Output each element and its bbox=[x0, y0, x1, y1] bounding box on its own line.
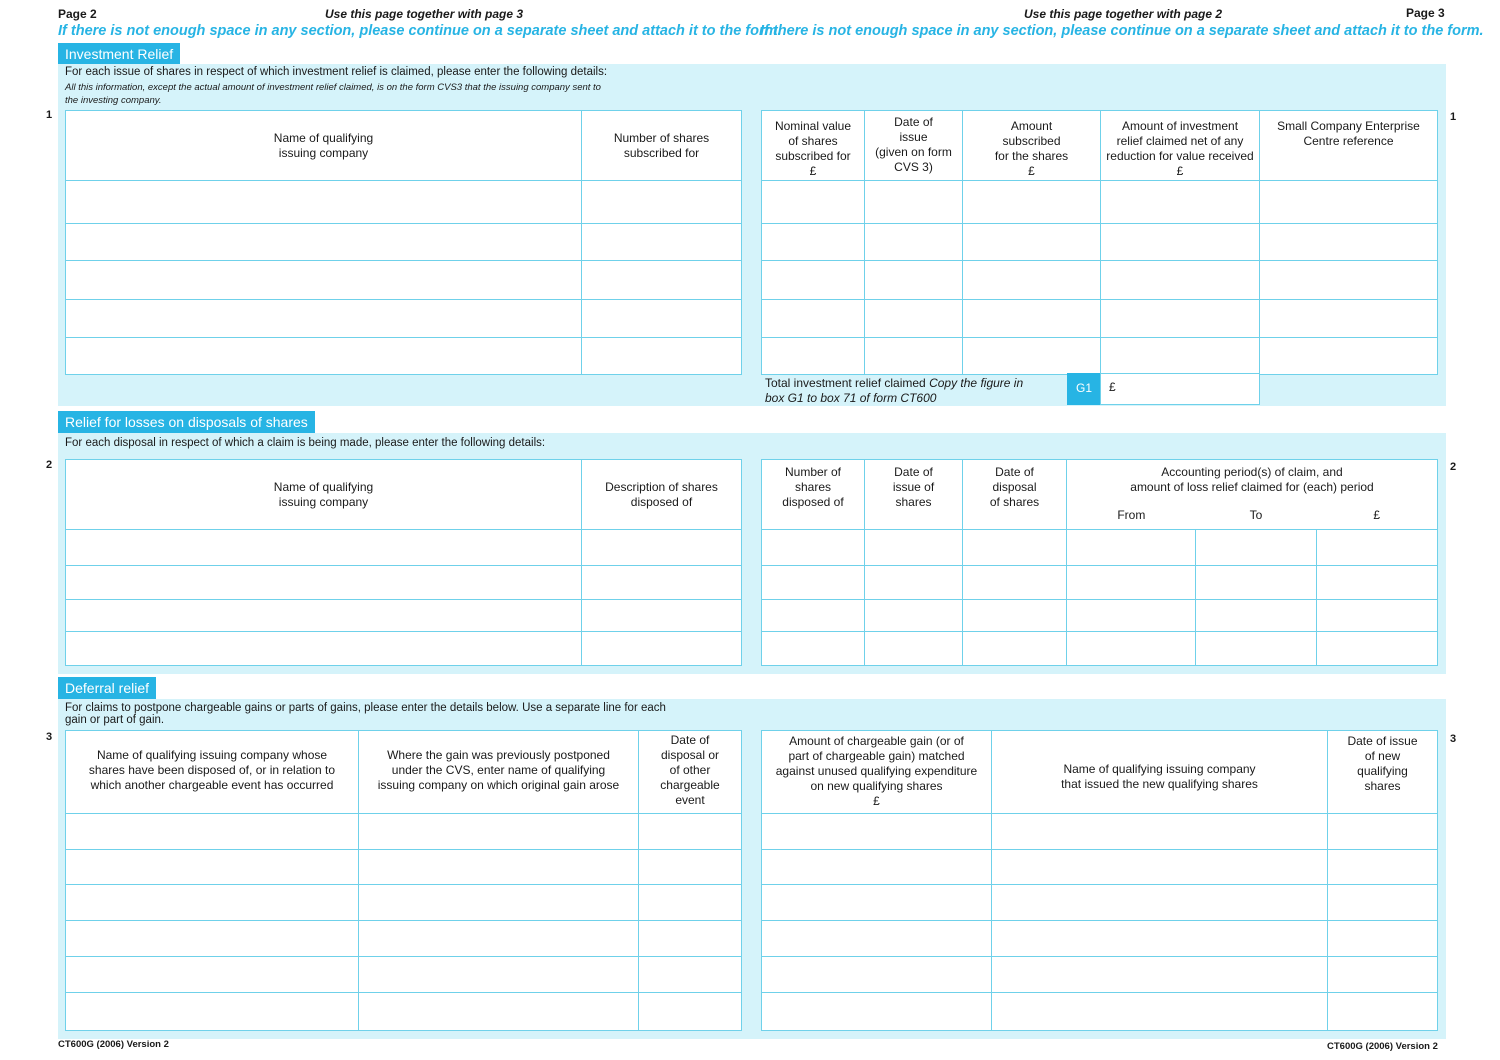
input-cell[interactable] bbox=[639, 814, 742, 850]
input-cell[interactable] bbox=[1067, 632, 1196, 666]
input-cell[interactable] bbox=[639, 850, 742, 885]
input-cell[interactable] bbox=[66, 261, 582, 300]
input-cell[interactable] bbox=[582, 261, 742, 300]
section-intro: For each issue of shares in respect of which investment relief is claimed, please enter the following details: bbox=[65, 66, 608, 78]
section-note-line2: the investing company. bbox=[65, 95, 162, 106]
input-cell[interactable] bbox=[762, 261, 865, 300]
input-cell[interactable] bbox=[66, 921, 359, 957]
input-cell[interactable] bbox=[66, 993, 359, 1031]
input-cell[interactable] bbox=[1328, 993, 1438, 1031]
input-cell[interactable] bbox=[582, 566, 742, 600]
input-cell[interactable] bbox=[865, 300, 963, 338]
form-version-right: CT600G (2006) Version 2 bbox=[1327, 1041, 1438, 1052]
input-cell[interactable] bbox=[865, 261, 963, 300]
input-cell[interactable] bbox=[1067, 600, 1196, 632]
page-pairing-note-right: Use this page together with page 2 bbox=[1024, 7, 1223, 21]
input-cell[interactable] bbox=[1317, 566, 1438, 600]
input-cell[interactable] bbox=[1260, 181, 1438, 224]
overflow-notice-right: If there is not enough space in any section, please continue on a separate sheet and attach it to the form. bbox=[760, 23, 1484, 39]
section-intro: For claims to postpone chargeable gains or parts of gains, please enter the details below. Use a separate line for each gain or part of gain. bbox=[65, 702, 666, 726]
column-header-share-description: Description of shares disposed of bbox=[582, 460, 742, 530]
page-number-right: Page 3 bbox=[1406, 6, 1445, 20]
input-cell[interactable] bbox=[762, 850, 992, 885]
input-cell[interactable] bbox=[639, 921, 742, 957]
input-cell[interactable] bbox=[762, 566, 865, 600]
column-header-new-shares-issue-date: Date of issue of new qualifying shares bbox=[1328, 731, 1438, 814]
loss-relief-table-right bbox=[761, 459, 1438, 666]
input-cell[interactable] bbox=[762, 181, 865, 224]
input-cell[interactable] bbox=[963, 261, 1101, 300]
input-cell[interactable] bbox=[639, 957, 742, 993]
input-cell[interactable] bbox=[1317, 632, 1438, 666]
input-cell[interactable] bbox=[1101, 224, 1260, 261]
column-header-date-of-disposal: Date of disposal or of other chargeable event bbox=[639, 731, 742, 814]
input-cell[interactable] bbox=[66, 885, 359, 921]
column-header-number-of-shares: Number of shares subscribed for bbox=[582, 111, 742, 181]
input-cell[interactable] bbox=[66, 181, 582, 224]
box-label-g1: G1 bbox=[1067, 373, 1101, 405]
input-cell[interactable] bbox=[865, 530, 963, 566]
input-cell[interactable] bbox=[1260, 338, 1438, 375]
section-number-right: 3 bbox=[1450, 733, 1457, 745]
column-header-original-gain-company: Where the gain was previously postponed under the CVS, enter name of qualifying issuing company on which original gain arose bbox=[359, 731, 639, 814]
subheader-amount: £ bbox=[1373, 508, 1380, 522]
section-title-deferral-relief: Deferral relief bbox=[58, 677, 156, 699]
input-cell[interactable] bbox=[1196, 530, 1317, 566]
input-cell[interactable] bbox=[582, 181, 742, 224]
column-header-date-of-issue: Date of issue (given on form CVS 3) bbox=[865, 111, 963, 181]
input-cell[interactable] bbox=[1101, 181, 1260, 224]
column-header-scec-reference: Small Company Enterprise Centre reference bbox=[1260, 111, 1438, 181]
section-intro: For each disposal in respect of which a claim is being made, please enter the following details: bbox=[65, 437, 546, 449]
subheader-from: From bbox=[1117, 508, 1146, 522]
input-cell[interactable] bbox=[1328, 885, 1438, 921]
input-cell[interactable] bbox=[1328, 814, 1438, 850]
section-title-relief-for-losses: Relief for losses on disposals of shares bbox=[58, 411, 315, 433]
input-cell[interactable] bbox=[359, 993, 639, 1031]
column-header-company-name: Name of qualifying issuing company bbox=[66, 111, 582, 181]
input-cell[interactable] bbox=[1196, 600, 1317, 632]
input-cell[interactable] bbox=[1101, 261, 1260, 300]
input-cell[interactable] bbox=[963, 338, 1101, 375]
input-cell[interactable] bbox=[963, 181, 1101, 224]
input-cell[interactable] bbox=[1317, 530, 1438, 566]
column-header-nominal-value: Nominal value of shares subscribed for £ bbox=[762, 111, 865, 181]
column-header-amount-subscribed: Amount subscribed for the shares £ bbox=[963, 111, 1101, 181]
input-cell[interactable] bbox=[963, 600, 1067, 632]
input-cell[interactable] bbox=[582, 530, 742, 566]
input-cell[interactable] bbox=[66, 632, 582, 666]
section-title-investment-relief: Investment Relief bbox=[58, 43, 180, 65]
input-cell[interactable] bbox=[865, 181, 963, 224]
input-cell[interactable] bbox=[66, 224, 582, 261]
input-cell[interactable] bbox=[762, 993, 992, 1031]
investment-relief-table-right bbox=[761, 110, 1438, 375]
column-header-date-of-disposal: Date of disposal of shares bbox=[963, 460, 1067, 530]
column-header-investment-relief-amount: Amount of investment relief claimed net of any reduction for value received £ bbox=[1101, 111, 1260, 181]
column-header-new-shares-company: Name of qualifying issuing company that issued the new qualifying shares bbox=[992, 731, 1328, 814]
input-cell[interactable] bbox=[1260, 261, 1438, 300]
input-cell[interactable] bbox=[865, 338, 963, 375]
subheader-to: To bbox=[1249, 508, 1263, 522]
section-number-left: 3 bbox=[46, 731, 53, 743]
input-cell[interactable] bbox=[1196, 632, 1317, 666]
page-pairing-note-left: Use this page together with page 3 bbox=[325, 7, 524, 21]
input-cell[interactable] bbox=[582, 338, 742, 375]
input-cell[interactable] bbox=[1101, 300, 1260, 338]
input-cell[interactable] bbox=[639, 993, 742, 1031]
input-cell[interactable] bbox=[762, 632, 865, 666]
input-cell[interactable] bbox=[66, 814, 359, 850]
input-cell[interactable] bbox=[865, 224, 963, 261]
page-number-left: Page 2 bbox=[58, 7, 97, 21]
input-cell[interactable] bbox=[865, 566, 963, 600]
input-cell[interactable] bbox=[1101, 338, 1260, 375]
input-cell[interactable] bbox=[1260, 300, 1438, 338]
section-number-left: 1 bbox=[46, 109, 53, 121]
column-header-number-disposed: Number of shares disposed of bbox=[762, 460, 865, 530]
overflow-notice-left: If there is not enough space in any section, please continue on a separate sheet and attach it to the form. bbox=[58, 23, 782, 39]
column-header-accounting-periods: Accounting period(s) of claim, and amount of loss relief claimed for (each) period From To £ bbox=[1067, 460, 1438, 530]
total-investment-relief-label: Total investment relief claimed Copy the figure in box G1 to box 71 of form CT600 bbox=[765, 376, 1024, 405]
input-cell[interactable] bbox=[992, 814, 1328, 850]
input-cell[interactable] bbox=[66, 338, 582, 375]
column-header-date-of-issue: Date of issue of shares bbox=[865, 460, 963, 530]
input-cell[interactable] bbox=[762, 338, 865, 375]
input-cell[interactable] bbox=[992, 993, 1328, 1031]
input-cell[interactable] bbox=[1196, 566, 1317, 600]
input-cell[interactable] bbox=[66, 300, 582, 338]
input-cell[interactable] bbox=[963, 300, 1101, 338]
input-cell[interactable] bbox=[582, 224, 742, 261]
total-investment-relief-field[interactable] bbox=[1100, 373, 1260, 405]
input-cell[interactable] bbox=[992, 885, 1328, 921]
column-header-matched-gain-amount: Amount of chargeable gain (or of part of chargeable gain) matched against unused qualifying expenditure on new qualifying shares £ bbox=[762, 731, 992, 814]
loss-relief-table-left bbox=[65, 459, 742, 666]
input-cell[interactable] bbox=[359, 921, 639, 957]
column-header-disposed-company: Name of qualifying issuing company whose shares have been disposed of, or in relation to which another chargeable event has occurred bbox=[66, 731, 359, 814]
input-cell[interactable] bbox=[1328, 850, 1438, 885]
input-cell[interactable] bbox=[1067, 530, 1196, 566]
input-cell[interactable] bbox=[639, 885, 742, 921]
input-cell[interactable] bbox=[762, 600, 865, 632]
investment-relief-table-left bbox=[65, 110, 742, 375]
input-cell[interactable] bbox=[1067, 566, 1196, 600]
form-version-left: CT600G (2006) Version 2 bbox=[58, 1039, 169, 1050]
input-cell[interactable] bbox=[1328, 957, 1438, 993]
input-cell[interactable] bbox=[963, 632, 1067, 666]
input-cell[interactable] bbox=[582, 600, 742, 632]
input-cell[interactable] bbox=[359, 850, 639, 885]
input-cell[interactable] bbox=[1317, 600, 1438, 632]
deferral-relief-table-left bbox=[65, 730, 742, 1031]
section-number-right: 1 bbox=[1450, 111, 1457, 123]
input-cell[interactable] bbox=[992, 850, 1328, 885]
input-cell[interactable] bbox=[359, 957, 639, 993]
input-cell[interactable] bbox=[865, 600, 963, 632]
input-cell[interactable] bbox=[762, 224, 865, 261]
currency-symbol: £ bbox=[1109, 380, 1116, 394]
input-cell[interactable] bbox=[963, 224, 1101, 261]
input-cell[interactable] bbox=[762, 885, 992, 921]
input-cell[interactable] bbox=[865, 632, 963, 666]
input-cell[interactable] bbox=[582, 632, 742, 666]
input-cell[interactable] bbox=[992, 957, 1328, 993]
section-number-right: 2 bbox=[1450, 461, 1457, 473]
column-header-company-name: Name of qualifying issuing company bbox=[66, 460, 582, 530]
section-number-left: 2 bbox=[46, 459, 53, 471]
input-cell[interactable] bbox=[66, 850, 359, 885]
input-cell[interactable] bbox=[762, 814, 992, 850]
input-cell[interactable] bbox=[359, 814, 639, 850]
input-cell[interactable] bbox=[1260, 224, 1438, 261]
input-cell[interactable] bbox=[1328, 921, 1438, 957]
input-cell[interactable] bbox=[66, 530, 582, 566]
input-cell[interactable] bbox=[762, 957, 992, 993]
deferral-relief-table-right bbox=[761, 730, 1438, 1031]
input-cell[interactable] bbox=[66, 566, 582, 600]
input-cell[interactable] bbox=[762, 300, 865, 338]
input-cell[interactable] bbox=[762, 921, 992, 957]
input-cell[interactable] bbox=[762, 530, 865, 566]
input-cell[interactable] bbox=[992, 921, 1328, 957]
input-cell[interactable] bbox=[66, 600, 582, 632]
input-cell[interactable] bbox=[66, 957, 359, 993]
input-cell[interactable] bbox=[963, 530, 1067, 566]
input-cell[interactable] bbox=[582, 300, 742, 338]
input-cell[interactable] bbox=[359, 885, 639, 921]
input-cell[interactable] bbox=[963, 566, 1067, 600]
section-note-line1: All this information, except the actual amount of investment relief claimed, is on the form CVS3 that the issuing company sent to bbox=[65, 82, 601, 93]
